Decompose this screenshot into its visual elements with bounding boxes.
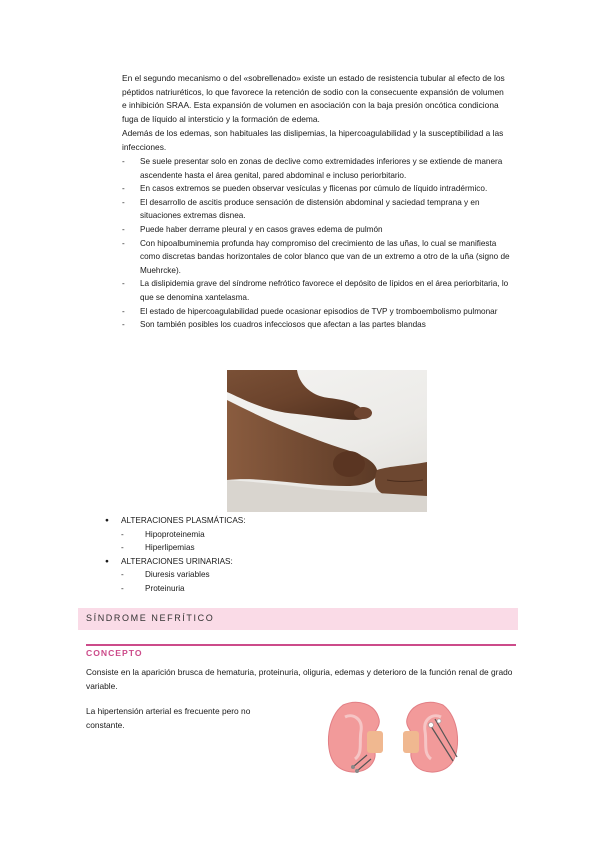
clinical-findings-list: [122, 155, 514, 332]
right-kidney: [403, 702, 458, 772]
list-item: - Son también posibles los cuadros infecciosos que afectan a las partes blandas: [122, 318, 514, 332]
swollen-foot-illustration: [227, 370, 427, 512]
hypertension-note: La hipertensión arterial es frecuente pero no constante.: [86, 706, 251, 730]
list-item: - Se suele presentar solo en zonas de declive como extremidades inferiores y se extiende de manera ascendente hasta el área genital, pared abdominal e incluso periorbitario.: [122, 155, 514, 182]
list-item: - Puede haber derrame pleural y en casos graves edema de pulmón: [122, 223, 514, 237]
urine-alterations-items: [105, 568, 246, 595]
list-item: - El desarrollo de ascitis produce sensación de distensión abdominal y saciedad temprana y en situaciones extremas disnea.: [122, 196, 514, 223]
plasma-alterations-title: ● ALTERACIONES PLASMÁTICAS:: [105, 514, 246, 528]
list-item: - Hipoproteinemia: [121, 528, 246, 542]
intro-paragraph-mechanism: En el segundo mecanismo o del «sobrellenado» existe un estado de resistencia tubular al efecto de los péptidos natriuréticos, lo que favorece la retención de sodio con la consecuente expansión de volumen e inhibición SRAA. Esta expansión de volumen en asociación con la baja presión oncótica condiciona fuga de líquido al intersticio y la formación de edema.: [122, 73, 505, 124]
intro-paragraph-associations: Además de los edemas, son habituales las dislipemias, la hipercoagulabilidad y la susceptibilidad a las infecciones.: [122, 128, 504, 152]
section-header-band: [78, 608, 518, 630]
concept-heading: CONCEPTO: [86, 648, 143, 658]
list-item: - Con hipoalbuminemia profunda hay compromiso del crecimiento de las uñas, lo cual se manifiesta como discretas bandas horizontales de color blanco que van de un extremo a otro de la uña (signo de Muehrcke).: [122, 237, 514, 278]
edema-foot-photo: [227, 370, 427, 512]
left-kidney: [328, 702, 383, 773]
urine-alterations-title: ● ALTERACIONES URINARIAS:: [105, 555, 246, 569]
list-item: - La dislipidemia grave del síndrome nefrótico favorece el depósito de lípidos en el área periorbitaria, lo que se denomina xantelasma.: [122, 277, 514, 304]
kidney-illustration: [323, 697, 503, 777]
list-item: - El estado de hipercoagulabilidad puede ocasionar episodios de TVP y tromboembolismo pulmonar: [122, 305, 514, 319]
concept-divider: [86, 644, 516, 646]
list-item: - Hiperlipemias: [121, 541, 246, 555]
concept-definition: Consiste en la aparición brusca de hematuria, proteinuria, oliguria, edemas y deterioro de la función renal de grado variable.: [86, 667, 513, 691]
plasma-alterations-items: [105, 528, 246, 555]
list-item: - Proteinuria: [121, 582, 246, 596]
plasma-alterations: [105, 514, 246, 596]
list-item: - En casos extremos se pueden observar vesículas y flicenas por cúmulo de líquido intradérmico.: [122, 182, 514, 196]
list-item: - Diuresis variables: [121, 568, 246, 582]
section-title: SÍNDROME NEFRÍTICO: [86, 613, 215, 623]
